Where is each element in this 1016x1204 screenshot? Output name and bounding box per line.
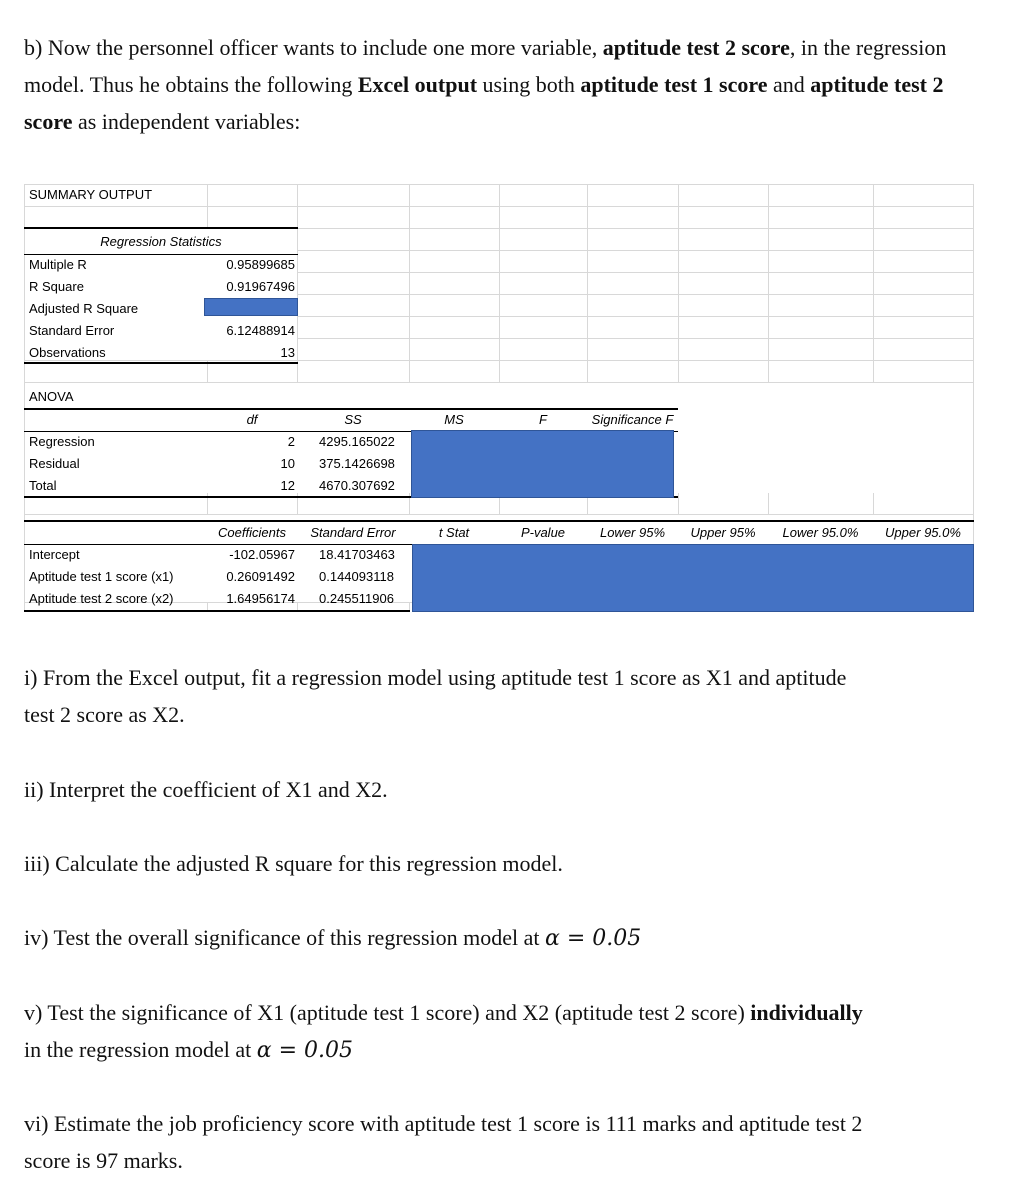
stat-value: 0.91967496 bbox=[226, 279, 295, 294]
masked-coef-values bbox=[412, 544, 974, 612]
anova-header: df bbox=[246, 412, 258, 427]
table-rule bbox=[24, 362, 298, 364]
anova-ss: 4670.307692 bbox=[319, 478, 395, 493]
question-vi-line1: vi) Estimate the job proficiency score with aptitude test 1 score is 111 marks and aptitude test 2 bbox=[24, 1111, 863, 1136]
question-iv-text: iv) Test the overall significance of this regression model at bbox=[24, 925, 540, 950]
anova-row-label: Residual bbox=[29, 456, 80, 471]
masked-anova-values bbox=[411, 430, 674, 498]
anova-ss: 375.1426698 bbox=[319, 456, 395, 471]
question-v bbox=[24, 994, 984, 1069]
anova-row-label: Regression bbox=[29, 434, 95, 449]
stat-value: 13 bbox=[280, 345, 295, 360]
question-iii: iii) Calculate the adjusted R square for this regression model. bbox=[24, 851, 563, 876]
coef-value: -102.05967 bbox=[229, 547, 295, 562]
coef-header: Lower 95% bbox=[599, 525, 666, 540]
coef-header: Upper 95.0% bbox=[885, 525, 961, 540]
intro-text-3: using both bbox=[482, 72, 575, 97]
coef-value: 1.64956174 bbox=[226, 591, 295, 606]
stat-value: 6.12488914 bbox=[226, 323, 295, 338]
stat-label: R Square bbox=[29, 279, 84, 294]
anova-ss: 4295.165022 bbox=[319, 434, 395, 449]
question-ii: ii) Interpret the coefficient of X1 and X2. bbox=[24, 777, 388, 802]
coef-row-label: Aptitude test 2 score (x2) bbox=[29, 591, 174, 606]
question-v-bold: individually bbox=[750, 1000, 863, 1025]
stat-label: Observations bbox=[29, 345, 106, 360]
coef-row-label: Intercept bbox=[29, 547, 80, 562]
intro-var2: aptitude test 2 score bbox=[602, 35, 790, 60]
coef-se: 0.144093118 bbox=[319, 569, 394, 584]
intro-text-2: , in the regression model. Thus he obtains the following bbox=[24, 35, 947, 97]
stat-label: Multiple R bbox=[29, 257, 87, 272]
anova-df: 2 bbox=[287, 434, 295, 449]
coef-header: Upper 95% bbox=[690, 525, 756, 540]
stat-label: Adjusted R Square bbox=[29, 301, 139, 316]
question-i-line1: i) From the Excel output, fit a regression model using aptitude test 1 score as X1 and aptitude bbox=[24, 665, 847, 690]
question-i bbox=[24, 659, 984, 733]
masked-adjusted-r-square bbox=[204, 298, 298, 316]
question-iv bbox=[24, 919, 984, 957]
grid-line bbox=[24, 184, 974, 185]
anova-header: F bbox=[539, 412, 547, 427]
intro-text-5: as independent variables: bbox=[77, 109, 301, 134]
coef-header: t Stat bbox=[438, 525, 470, 540]
table-rule bbox=[24, 227, 298, 229]
anova-df: 10 bbox=[280, 456, 295, 471]
stat-value: 0.95899685 bbox=[226, 257, 295, 272]
intro-text-1: b) Now the personnel officer wants to include one more variable, bbox=[24, 35, 598, 60]
intro-text-4: and bbox=[773, 72, 805, 97]
anova-df: 12 bbox=[280, 478, 295, 493]
intro-var1: aptitude test 1 score bbox=[580, 72, 768, 97]
coef-se: 0.245511906 bbox=[319, 591, 394, 606]
question-i-line2: test 2 score as X2. bbox=[24, 702, 185, 727]
intro-paragraph bbox=[24, 29, 984, 140]
question-vi-line2: score is 97 marks. bbox=[24, 1148, 183, 1173]
excel-output bbox=[24, 184, 974, 612]
coef-header: Lower 95.0% bbox=[782, 525, 859, 540]
coef-row-label: Aptitude test 1 score (x1) bbox=[29, 569, 174, 584]
intro-excel: Excel output bbox=[357, 72, 478, 97]
anova-header: MS bbox=[444, 412, 464, 427]
alpha-value: α = 0.05 bbox=[256, 1038, 354, 1063]
question-v-text2: in the regression model at bbox=[24, 1037, 252, 1062]
anova-header: Significance F bbox=[591, 412, 674, 427]
coef-header: Coefficients bbox=[218, 525, 286, 540]
stat-label: Standard Error bbox=[29, 323, 115, 338]
grid-line bbox=[24, 206, 974, 207]
reg-stats-title: Regression Statistics bbox=[100, 234, 222, 249]
coef-header: P-value bbox=[520, 525, 566, 540]
coef-value: 0.26091492 bbox=[226, 569, 295, 584]
anova-header: SS bbox=[344, 412, 362, 427]
alpha-value: α = 0.05 bbox=[545, 926, 642, 951]
anova-title: ANOVA bbox=[29, 389, 74, 404]
coef-header: Standard Error bbox=[310, 525, 396, 540]
intro-var2b: aptitude test 2 score bbox=[24, 72, 944, 134]
question-v-text: v) Test the significance of X1 (aptitude test 1 score) and X2 (aptitude test 2 score) bbox=[24, 1000, 745, 1025]
table-rule bbox=[24, 610, 410, 612]
coef-se: 18.41703463 bbox=[319, 547, 395, 562]
question-vi bbox=[24, 1105, 984, 1179]
summary-title: SUMMARY OUTPUT bbox=[29, 187, 153, 202]
grid-line bbox=[24, 360, 974, 361]
anova-row-label: Total bbox=[29, 478, 57, 493]
